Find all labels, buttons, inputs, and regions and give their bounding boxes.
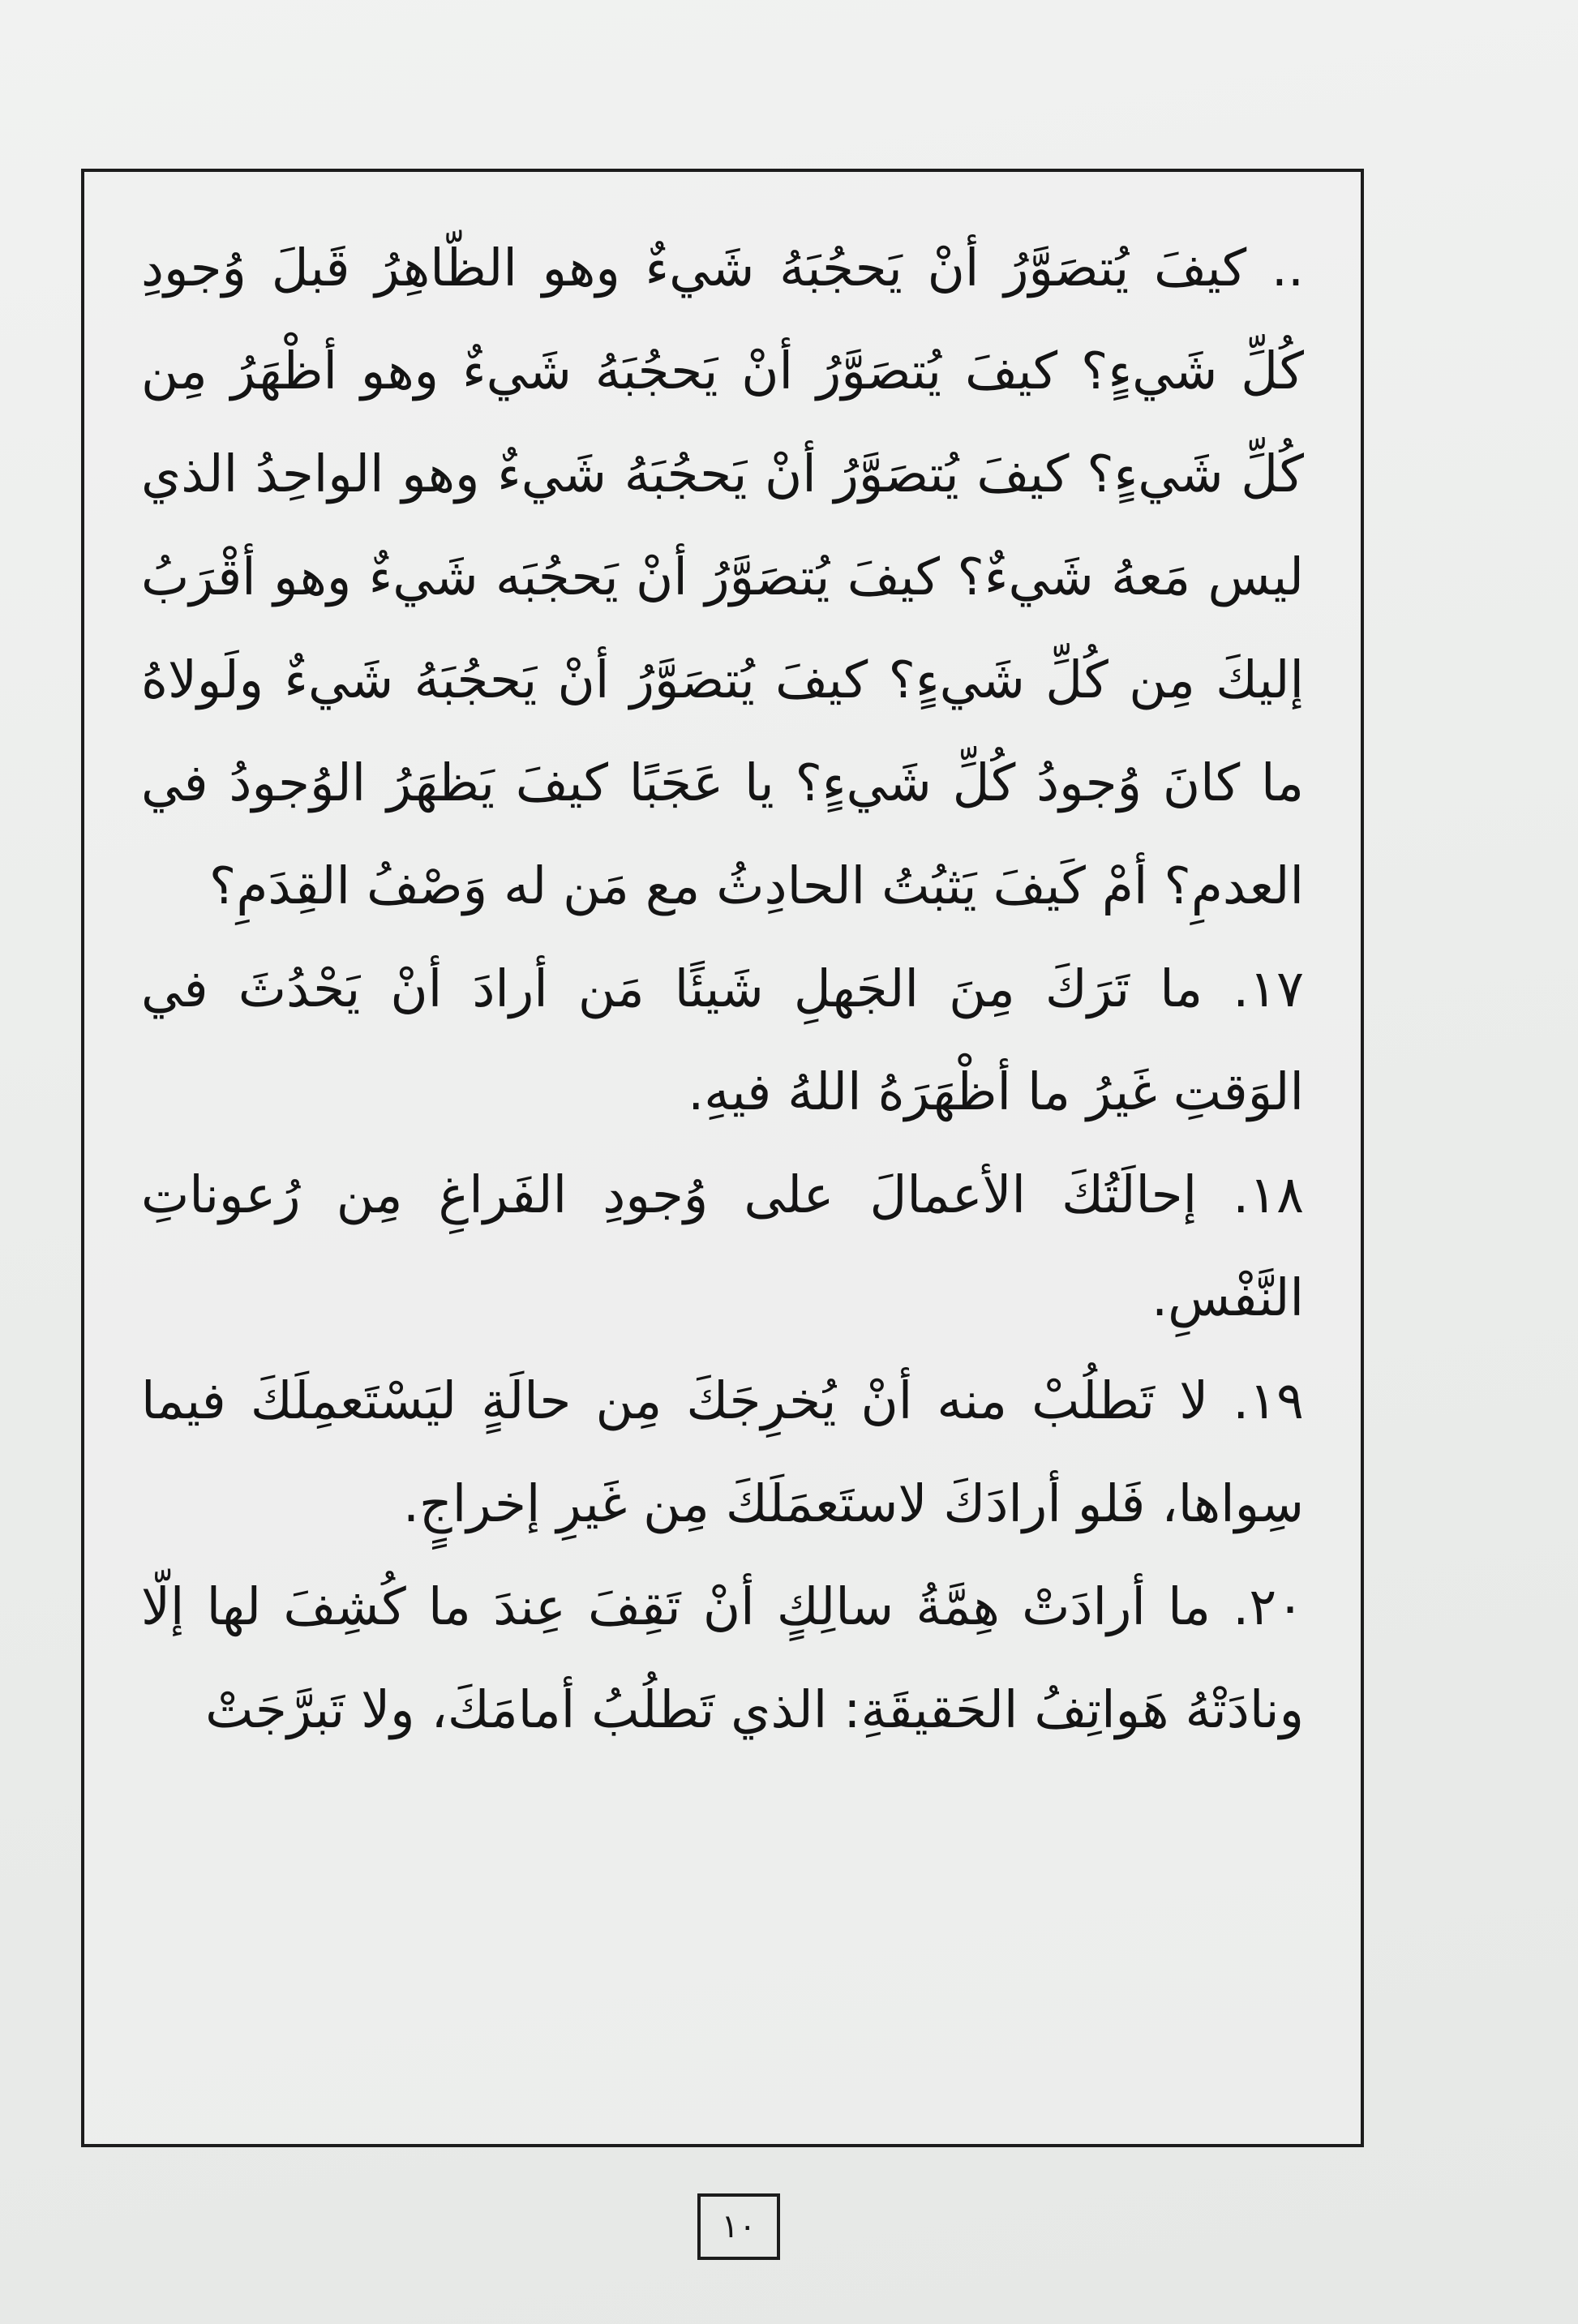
paragraph-19: ١٩. لا تَطلُبْ منه أنْ يُخرِجَكَ مِن حالَةٍ ليَسْتَعمِلَكَ فيما سِواها، فَلو أرادَكَ لاستَعمَلَكَ مِن غَيرِ إخراجٍ. [141, 1371, 1304, 1533]
paragraph-20: ٢٠. ما أرادَتْ هِمَّةُ سالِكٍ أنْ تَقِفَ عِندَ ما كُشِفَ لها إلّا ونادَتْهُ هَواتِفُ الحَقيقَةِ: الذي تَطلُبُ أمامَكَ، ولا تَبرَّجَتْ [141, 1577, 1304, 1739]
page-frame [81, 169, 1364, 2147]
paragraph-continuation: .. كيفَ يُتصَوَّرُ أنْ يَحجُبَهُ شَيءٌ وهو الظّاهِرُ قَبلَ وُجودِ كُلِّ شَيءٍ؟ كيفَ يُتصَوَّرُ أنْ يَحجُبَهُ شَيءٌ وهو أظْهَرُ مِن كُلِّ شَيءٍ؟ كيفَ يُتصَوَّرُ أنْ يَحجُبَهُ شَيءٌ وهو الواحِدُ الذي ليس مَعهُ شَيءٌ؟ كيفَ يُتصَوَّرُ أنْ يَحجُبَه شَيءٌ وهو أقْرَبُ إليكَ مِن كُلِّ شَيءٍ؟ كيفَ يُتصَوَّرُ أنْ يَحجُبَهُ شَيءٌ ولَولاهُ ما كانَ وُجودُ كُلِّ شَيءٍ؟ يا عَجَبًا كيفَ يَظهَرُ الوُجودُ في العدمِ؟ أمْ كَيفَ يَثبُتُ الحادِثُ مع مَن له وَصْفُ القِدَمِ؟ [141, 238, 1304, 915]
paragraph-18: ١٨. إحالَتُكَ الأعمالَ على وُجودِ الفَراغِ مِن رُعوناتِ النَّفْسِ. [141, 1165, 1304, 1327]
page-number-box [697, 2193, 780, 2260]
page-number: ١٠ [721, 2208, 757, 2245]
text-block [141, 217, 1304, 1761]
paragraph-17: ١٧. ما تَرَكَ مِنَ الجَهلِ شَيئًا مَن أرادَ أنْ يَحْدُثَ في الوَقتِ غَيرُ ما أظْهَرَهُ اللهُ فيهِ. [141, 959, 1304, 1121]
